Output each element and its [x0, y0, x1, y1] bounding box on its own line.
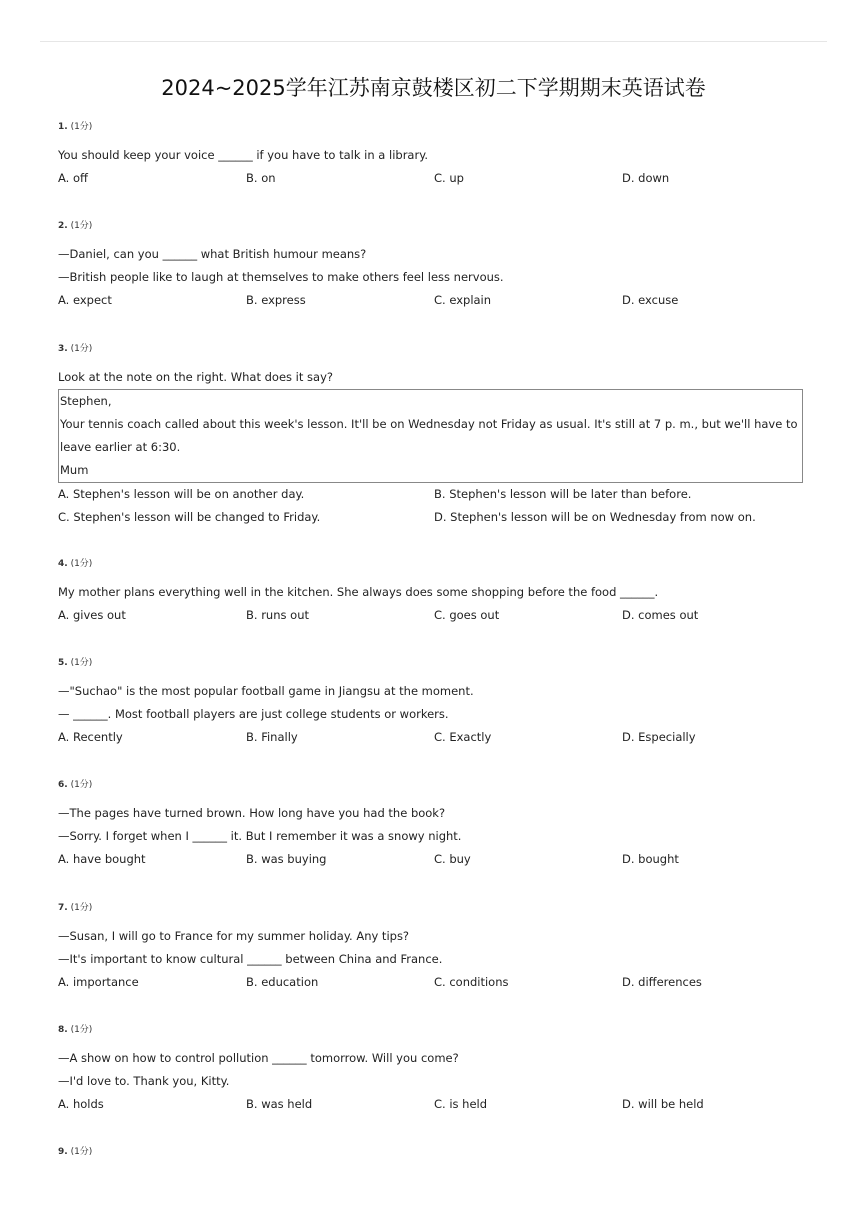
question-header — [58, 656, 803, 670]
options — [58, 726, 803, 749]
note-box — [58, 389, 803, 483]
option-c[interactable]: C. buy — [434, 852, 471, 866]
option-b[interactable]: B. on — [246, 171, 276, 185]
option-a[interactable]: A. have bought — [58, 852, 146, 866]
question-number: 7. — [58, 903, 68, 913]
question-score: (1分) — [70, 903, 93, 913]
option-a[interactable]: A. gives out — [58, 608, 126, 622]
question-header — [58, 219, 803, 233]
option-a[interactable]: A. importance — [58, 975, 139, 989]
question-7 — [58, 901, 803, 994]
options — [58, 506, 803, 529]
question-score: (1分) — [70, 1025, 93, 1035]
options — [58, 289, 803, 312]
option-d[interactable]: D. Stephen's lesson will be on Wednesday from now on. — [434, 510, 756, 524]
option-c[interactable]: C. Exactly — [434, 730, 492, 744]
option-c[interactable]: C. conditions — [434, 975, 509, 989]
question-stem: My mother plans everything well in the kitchen. She always does some shopping before the food ______. — [58, 585, 659, 599]
option-d[interactable]: D. bought — [622, 852, 679, 866]
option-d[interactable]: D. will be held — [622, 1097, 704, 1111]
question-2 — [58, 219, 803, 312]
question-score: (1分) — [70, 122, 93, 132]
option-b[interactable]: B. runs out — [246, 608, 309, 622]
question-5 — [58, 656, 803, 749]
question-number: 9. — [58, 1147, 68, 1157]
question-stem: You should keep your voice ______ if you have to talk in a library. — [58, 148, 429, 162]
question-score: (1分) — [70, 1147, 93, 1157]
question-score: (1分) — [70, 780, 93, 790]
option-d[interactable]: D. down — [622, 171, 670, 185]
question-stem: — ______. Most football players are just college students or workers. — [58, 707, 449, 721]
question-number: 8. — [58, 1025, 68, 1035]
question-stem: —Sorry. I forget when I ______ it. But I remember it was a snowy night. — [58, 829, 462, 843]
option-c[interactable]: C. Stephen's lesson will be changed to Friday. — [58, 510, 321, 524]
options — [58, 167, 803, 190]
option-d[interactable]: D. Especially — [622, 730, 696, 744]
question-9 — [58, 1145, 803, 1159]
note-line: Stephen, — [60, 394, 112, 408]
question-number: 5. — [58, 658, 68, 668]
option-a[interactable]: A. Recently — [58, 730, 123, 744]
option-a[interactable]: A. off — [58, 171, 88, 185]
question-header — [58, 557, 803, 571]
question-number: 1. — [58, 122, 68, 132]
options — [58, 1093, 803, 1116]
question-number: 2. — [58, 221, 68, 231]
option-a[interactable]: A. holds — [58, 1097, 104, 1111]
question-score: (1分) — [70, 344, 93, 354]
question-header — [58, 778, 803, 792]
option-b[interactable]: B. Finally — [246, 730, 298, 744]
question-header — [58, 342, 803, 356]
option-d[interactable]: D. comes out — [622, 608, 699, 622]
option-d[interactable]: D. differences — [622, 975, 702, 989]
option-c[interactable]: C. explain — [434, 293, 492, 307]
question-stem: —It's important to know cultural ______ between China and France. — [58, 952, 443, 966]
question-score: (1分) — [70, 658, 93, 668]
options — [58, 848, 803, 871]
options — [58, 604, 803, 627]
option-a[interactable]: A. Stephen's lesson will be on another day. — [58, 487, 305, 501]
question-header — [58, 1145, 803, 1159]
question-score: (1分) — [70, 559, 93, 569]
options — [58, 483, 803, 506]
question-3 — [58, 342, 803, 529]
option-c[interactable]: C. goes out — [434, 608, 500, 622]
question-number: 6. — [58, 780, 68, 790]
options — [58, 971, 803, 994]
question-stem: —Daniel, can you ______ what British humour means? — [58, 247, 367, 261]
question-4 — [58, 557, 803, 627]
option-b[interactable]: B. education — [246, 975, 319, 989]
question-stem: —"Suchao" is the most popular football game in Jiangsu at the moment. — [58, 684, 474, 698]
question-stem: —Susan, I will go to France for my summer holiday. Any tips? — [58, 929, 410, 943]
option-c[interactable]: C. is held — [434, 1097, 488, 1111]
option-d[interactable]: D. excuse — [622, 293, 679, 307]
question-number: 4. — [58, 559, 68, 569]
question-score: (1分) — [70, 221, 93, 231]
option-b[interactable]: B. was buying — [246, 852, 327, 866]
question-1 — [58, 120, 803, 190]
question-stem: Look at the note on the right. What does it say? — [58, 370, 333, 384]
question-stem: —British people like to laugh at themselves to make others feel less nervous. — [58, 270, 504, 284]
option-b[interactable]: B. Stephen's lesson will be later than before. — [434, 487, 692, 501]
option-b[interactable]: B. was held — [246, 1097, 313, 1111]
question-stem: —I'd love to. Thank you, Kitty. — [58, 1074, 230, 1088]
question-stem: —A show on how to control pollution ______ tomorrow. Will you come? — [58, 1051, 459, 1065]
question-header — [58, 120, 803, 134]
question-number: 3. — [58, 344, 68, 354]
note-line: Mum — [60, 463, 89, 477]
page-title: 2024~2025学年江苏南京鼓楼区初二下学期期末英语试卷 — [161, 76, 706, 100]
question-6 — [58, 778, 803, 871]
question-header — [58, 901, 803, 915]
option-c[interactable]: C. up — [434, 171, 464, 185]
question-stem: —The pages have turned brown. How long have you had the book? — [58, 806, 446, 820]
header-divider — [40, 41, 827, 42]
question-8 — [58, 1023, 803, 1116]
option-a[interactable]: A. expect — [58, 293, 112, 307]
option-b[interactable]: B. express — [246, 293, 306, 307]
question-header — [58, 1023, 803, 1037]
note-line: Your tennis coach called about this week's lesson. It'll be on Wednesday not Friday as usual. It's still at 7 p. m., but we'll have to leave earlier at 6:30. — [60, 417, 798, 454]
